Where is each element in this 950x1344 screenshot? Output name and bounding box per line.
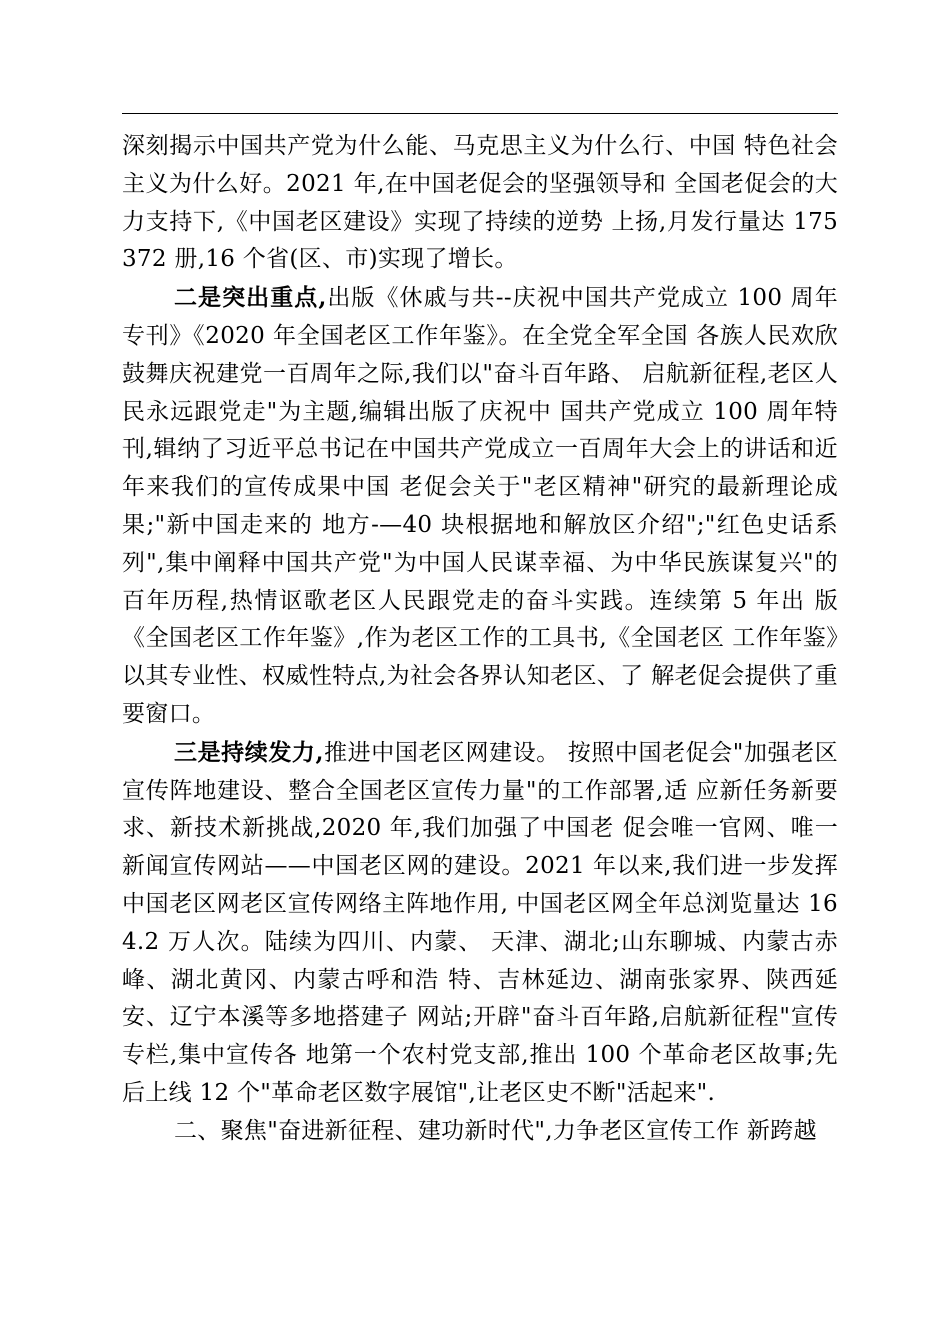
- paragraph-text: 深刻揭示中国共产党为什么能、马克思主义为什么行、中国 特色社会主义为什么好。2021 年,在中国老促会的坚强领导和 全国老促会的大力支持下,《中国老区建设》实现了持续的逆势 上扬,月发行量达 175372 册,16 个省(区、市)实现了增长。: [122, 133, 838, 273]
- paragraph-text: 在全党全军全国 各族人民欢欣鼓舞庆祝建党一百周年之际,我们以"奋斗百年路、 启航新征程,老区人民永远跟党走"为主题,编辑出版了庆祝中 国共产党成立 100 周年特刊,辑纳了习近平总书记在中国共产党成立一百周年大会上的讲话和近年来我们的宣传成果中国 老促会关于"老区精神"研究的最新理论成果;"新中国走来的 地方-—40 块根据地和解放区介绍";"红色史话系列",集中阐释中国共产党"为中国人民谋幸福、为中华民族谋复兴"的 百年历程,热情讴歌老区人民跟党走的奋斗实践。连续第 5 年出 版《全国老区工作年鉴》,作为老区工作的工具书,《全国老区 工作年鉴》以其专业性、权威性特点,为社会各界认知老区、了 解老促会提供了重要窗口。: [122, 322, 838, 727]
- paragraph-3: [122, 734, 838, 1113]
- section-heading: [122, 1113, 838, 1151]
- paragraph-text: 推进中国老区网建设。 按照中国老促会"加强老区宣传阵地建设、整合全国老区宣传力量"的工作部署,适 应新任务新要求、新技术新挑战,2020 年,我们加强了中国老 促会唯一官网、唯一新闻宣传网站——中国老区网的建设。2021 年以来,我们进一步发挥中国老区网老区宣传网络主阵地作用, 中国老区网全年总浏览量达 164.2 万人次。陆续为四川、内蒙、 天津、湖北;山东聊城、内蒙古赤峰、湖北黄冈、内蒙古呼和浩 特、吉林延边、湖南张家界、陕西延安、辽宁本溪等多地搭建子 网站;开辟"奋斗百年路,启航新征程"宣传专栏,集中宣传各 地第一个农村党支部,推出 100 个革命老区故事;先后上线 12 个"革命老区数字展馆",让老区史不断"活起来".: [122, 739, 839, 1106]
- paragraph-2: [122, 279, 838, 734]
- section-heading-text: 二、聚焦"奋进新征程、建功新时代",力争老区宣传工作 新跨越: [174, 1117, 817, 1144]
- paragraph-1: [122, 128, 838, 279]
- header-rule: [122, 113, 838, 114]
- paragraph-lead: 二是突出重点,: [174, 284, 327, 312]
- document-body: [122, 128, 838, 1151]
- paragraph-lead: 三是持续发力,: [174, 738, 324, 766]
- paragraph-bold-phrase: 出版《休戚与共--庆祝中国共产党成立 100 周年专刊》《2020 年全国老区工作年鉴》。: [122, 285, 838, 349]
